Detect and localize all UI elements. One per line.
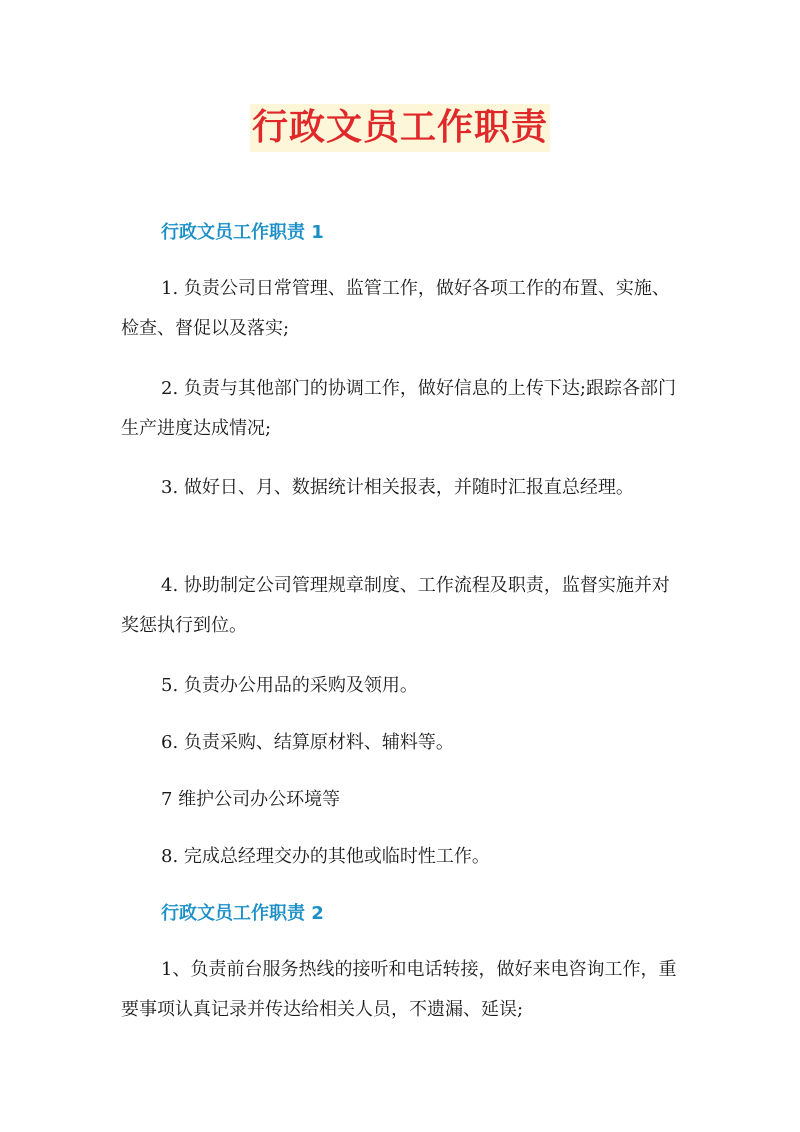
list-item-1-5: 5. 负责办公用品的采购及领用。 [161, 675, 418, 696]
section-heading-2: 行政文员工作职责 2 [161, 903, 324, 924]
list-item-1-2: 2. 负责与其他部门的协调工作，做好信息的上传下达;跟踪各部门生产进度达成情况; [121, 378, 676, 439]
section-heading-1: 行政文员工作职责 1 [161, 222, 324, 243]
list-item-1-4: 4. 协助制定公司管理规章制度、工作流程及职责，监督实施并对奖惩执行到位。 [121, 575, 670, 636]
list-item-1-8: 8. 完成总经理交办的其他或临时性工作。 [161, 846, 490, 867]
title-container [0, 104, 800, 152]
list-item-2-1: 1、负责前台服务热线的接听和电话转接，做好来电咨询工作，重要事项认真记录并传达给相关人员，不遗漏、延误; [121, 959, 677, 1020]
document-title: 行政文员工作职责 [250, 104, 550, 152]
list-item-1-6: 6. 负责采购、结算原材料、辅料等。 [161, 732, 454, 753]
list-item-1-1: 1. 负责公司日常管理、监管工作，做好各项工作的布置、实施、检查、督促以及落实; [121, 278, 670, 339]
list-item-1-7: 7 维护公司办公环境等 [161, 789, 341, 810]
list-item-1-3: 3. 做好日、月、数据统计相关报表，并随时汇报直总经理。 [161, 477, 634, 498]
